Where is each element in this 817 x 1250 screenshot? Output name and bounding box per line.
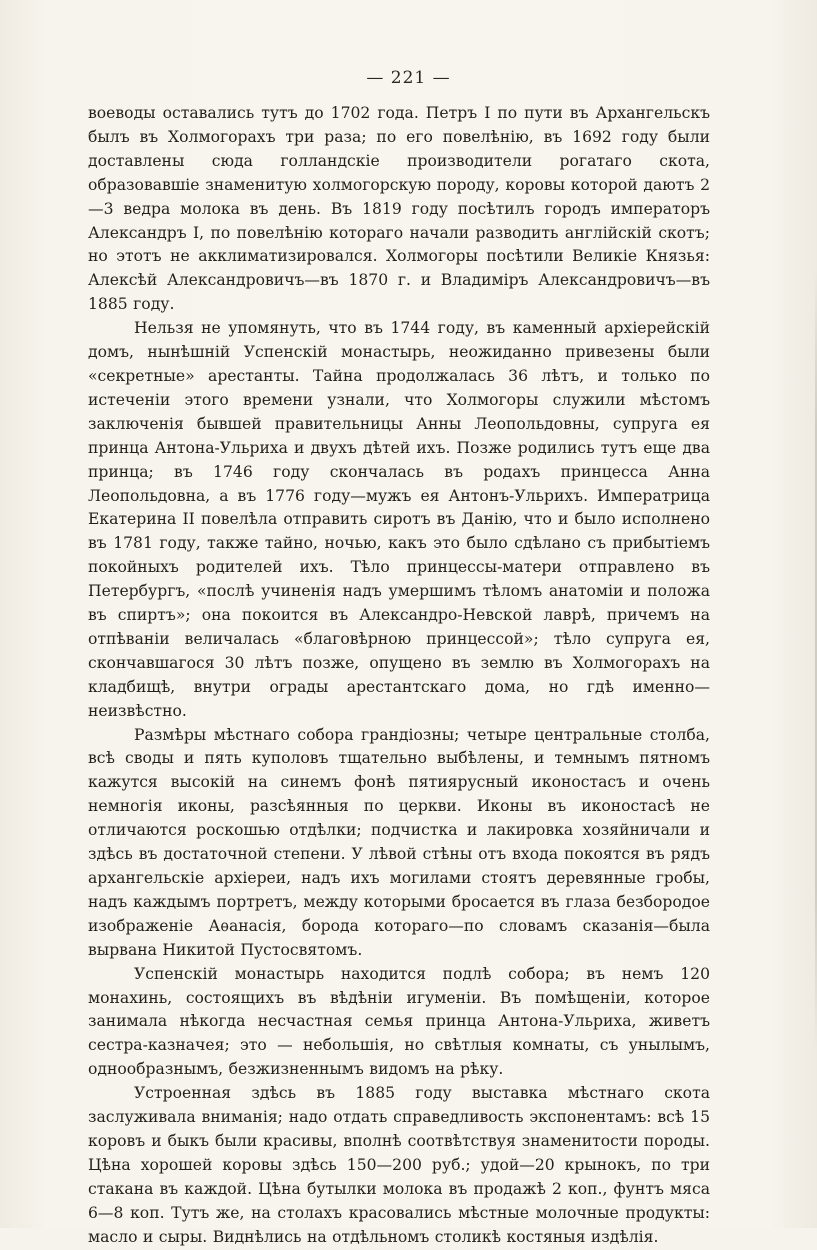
paragraph-5: Устроенная здѣсь въ 1885 году выставка мѣстнаго скота заслуживала вниманія; надо отдать справедливость экспонентамъ: всѣ 15 коровъ и быкъ были красивы, вполнѣ соотвѣтствуя знаменитости породы. Цѣна хорошей коровы здѣсь 150—200 руб.; удой—20 крынокъ, по три стакана въ каждой. Цѣна бутылки молока въ продажѣ 2 коп., фунтъ мяса 6—8 коп. Тутъ же, на столахъ красовались мѣстные молочные продукты: масло и сыры. Виднѣлись на отдѣльномъ столикѣ костяныя издѣлія. — [88, 1084, 710, 1246]
body-text — [88, 102, 710, 1250]
paragraph-1: воеводы оставались тутъ до 1702 года. Петръ I по пути въ Архангельскъ былъ въ Холмогорахъ три раза; по его повелѣнію, въ 1692 году были доставлены сюда голландскіе производители рогатаго скота, образовавшіе знаменитую холмогорскую породу, коровы которой даютъ 2—3 ведра молока въ день. Въ 1819 году посѣтилъ городъ императоръ Александръ I, по повелѣнію котораго начали разводить англійскій скотъ; но этотъ не акклиматизировался. Холмогоры посѣтили Великіе Князья: Алексѣй Александровичъ—въ 1870 г. и Владиміръ Александровичъ—въ 1885 году. — [88, 104, 710, 314]
paragraph-3: Размѣры мѣстнаго собора грандіозны; четыре центральные столба, всѣ своды и пять куполовъ тщательно выбѣлены, и темнымъ пятномъ кажутся высокій на синемъ фонѣ пятиярусный иконостасъ и очень немногія иконы, разсѣянныя по церкви. Иконы въ иконостасѣ не отличаются роскошью отдѣлки; подчистка и лакировка хозяйничали и здѣсь въ достаточной степени. У лѣвой стѣны отъ входа покоятся въ рядъ архангельскіе архіереи, надъ ихъ могилами стоятъ деревянные гробы, надъ каждымъ портретъ, между которыми бросается въ глаза безбородое изображеніе Аѳанасія, борода котораго—по словамъ сказанія—была вырвана Никитой Пустосвятомъ. — [88, 725, 710, 959]
paragraph-4: Успенскій монастырь находится подлѣ собора; въ немъ 120 монахинь, состоящихъ въ вѣдѣніи игуменіи. Въ помѣщеніи, которое занимала нѣкогда несчастная семья принца Антона-Ульриха, живетъ сестра-казначея; это — небольшія, но свѣтлыя комнаты, съ унылымъ, однообразнымъ, безжизненнымъ видомъ на рѣку. — [88, 964, 710, 1079]
page-number: — 221 — — [366, 68, 451, 88]
paragraph-2: Нельзя не упомянуть, что въ 1744 году, въ каменный архіерейскій домъ, нынѣшній Успенскій монастырь, неожиданно привезены были «секретные» арестанты. Тайна продолжалась 36 лѣтъ, и только по истеченіи этого времени узнали, что Холмогоры служили мѣстомъ заключенія бывшей правительницы Анны Леопольдовны, супруга ея принца Антона-Ульриха и двухъ дѣтей ихъ. Позже родились тутъ еще два принца; въ 1746 году скончалась въ родахъ принцесса Анна Леопольдовна, а въ 1776 году—мужъ ея Антонъ-Ульрихъ. Императрица Екатерина II повелѣла отправить сиротъ въ Данію, что и было исполнено въ 1781 году, также тайно, ночью, какъ это было сдѣлано съ прибытіемъ покойныхъ родителей ихъ. Тѣло принцессы-матери отправлено въ Петербургъ, «послѣ учиненія надъ умершимъ тѣломъ анатоміи и положа въ спиртъ»; она покоится въ Александро-Невской лаврѣ, причемъ на отпѣваніи величалась «благовѣрною принцессой»; тѣло супруга ея, скончавшагося 30 лѣтъ позже, опущено въ землю въ Холмогорахъ на кладбищѣ, внутри ограды арестантскаго дома, но гдѣ именно—неизвѣстно. — [88, 319, 710, 720]
